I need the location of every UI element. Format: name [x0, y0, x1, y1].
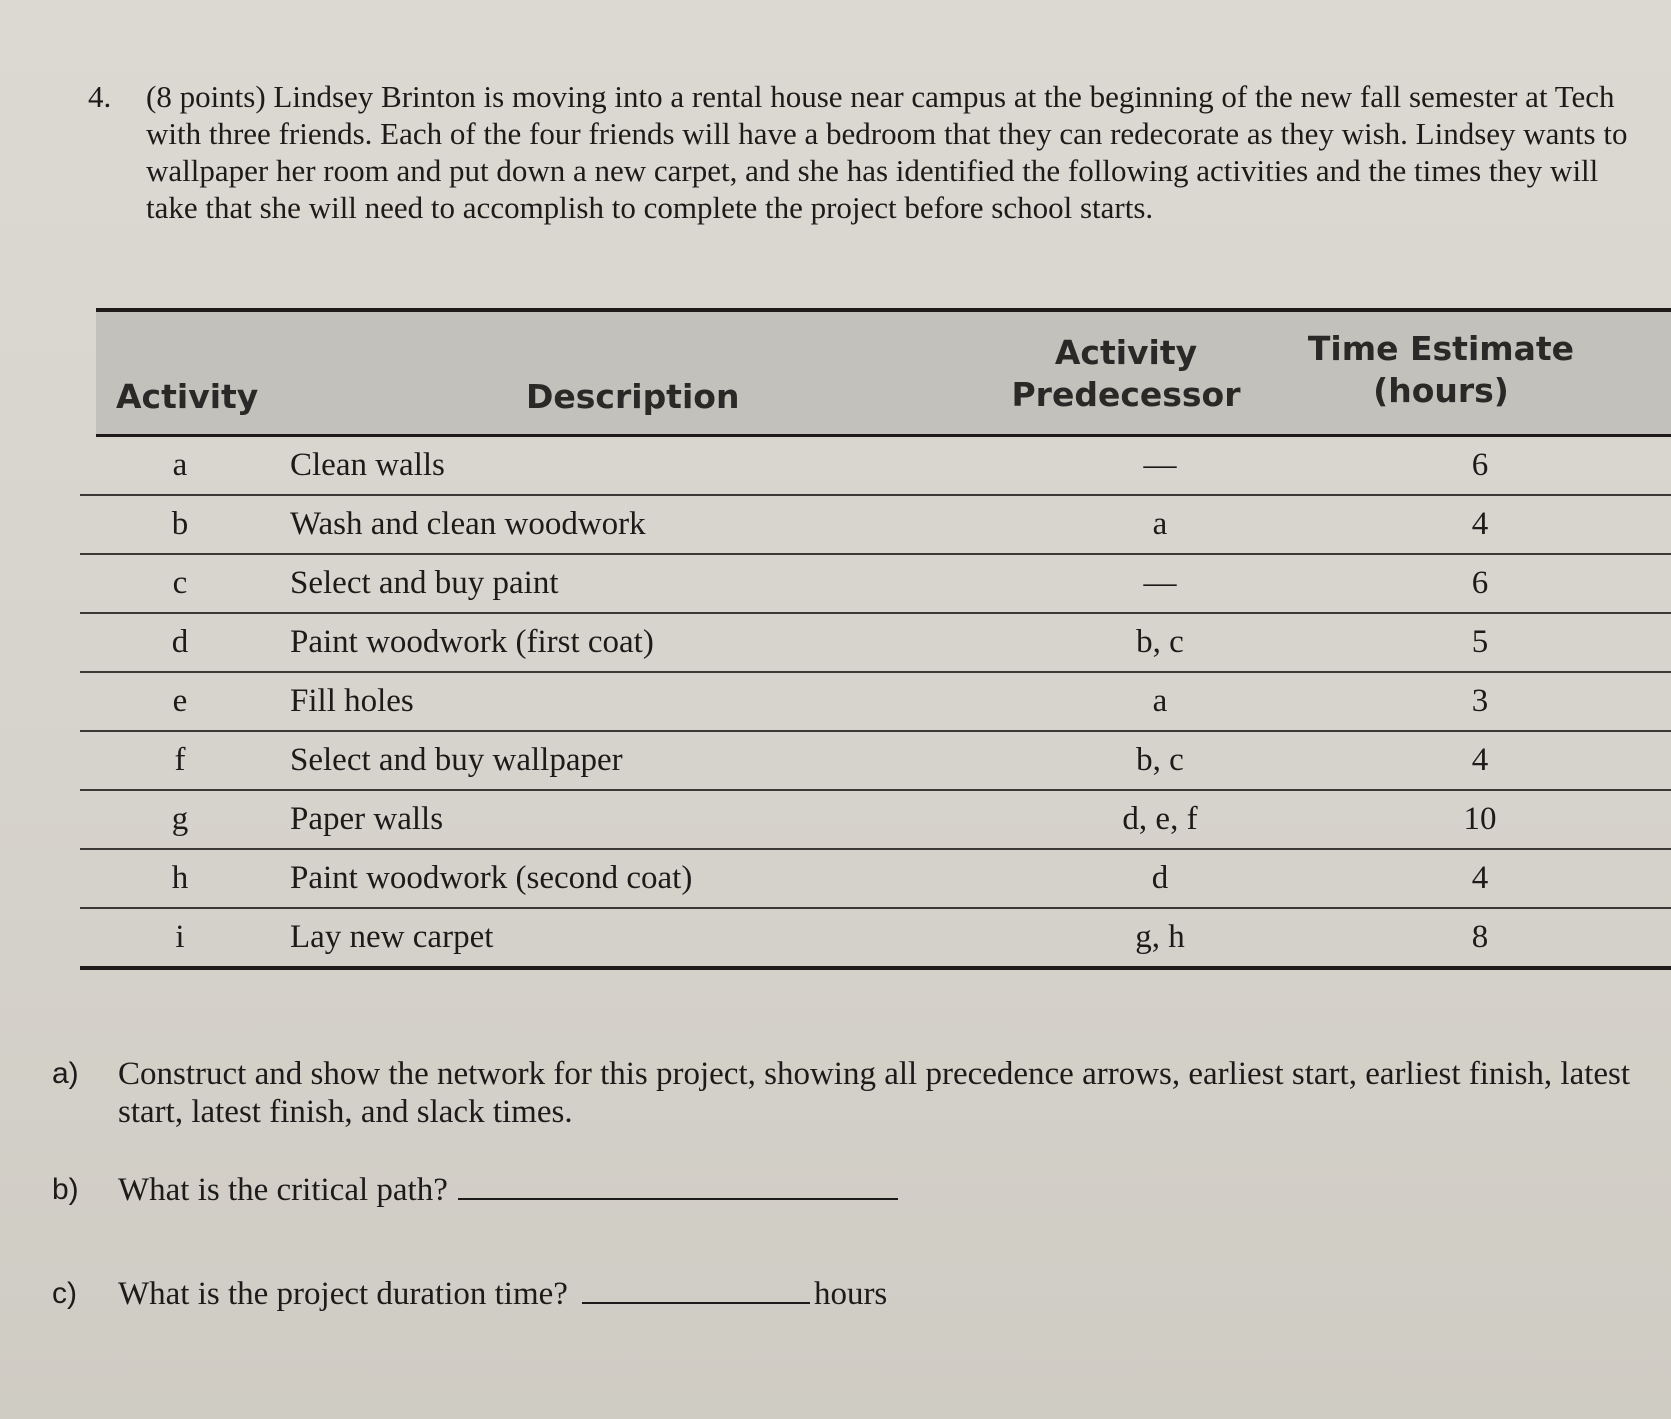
cell-activity: b — [171, 506, 189, 542]
question-a — [52, 1055, 1652, 1131]
header-predecessor-line1: Activity — [1054, 333, 1198, 372]
critical-path-answer-blank[interactable] — [458, 1198, 898, 1200]
cell-predecessor: d — [1151, 860, 1169, 896]
cell-predecessor: b, c — [1136, 742, 1184, 778]
cell-activity: e — [172, 683, 188, 719]
cell-predecessor: — — [1143, 447, 1177, 483]
cell-time: 6 — [1471, 565, 1489, 601]
cell-predecessor: a — [1152, 506, 1168, 542]
table-row — [80, 850, 1671, 909]
cell-description: Paint woodwork (first coat) — [290, 624, 654, 660]
question-b-text: What is the critical path? — [118, 1172, 448, 1208]
cell-predecessor: a — [1152, 683, 1168, 719]
table-row — [80, 496, 1671, 555]
cell-description: Clean walls — [290, 447, 445, 483]
cell-time: 4 — [1471, 506, 1489, 542]
cell-predecessor: g, h — [1135, 919, 1185, 955]
cell-description: Fill holes — [290, 683, 414, 719]
header-time-line2: (hours) — [1373, 371, 1509, 410]
question-c — [52, 1275, 1652, 1313]
question-c-label: c) — [52, 1277, 77, 1310]
problem-number: 4. — [88, 79, 112, 114]
cell-description: Paint woodwork (second coat) — [290, 860, 693, 896]
header-time-line1: Time Estimate — [1307, 329, 1575, 368]
cell-description: Select and buy wallpaper — [290, 742, 623, 778]
cell-activity: c — [172, 565, 188, 601]
header-predecessor — [1006, 332, 1246, 416]
question-c-unit: hours — [813, 1276, 888, 1312]
problem-statement — [88, 78, 1648, 226]
cell-activity: a — [172, 447, 188, 483]
cell-time: 6 — [1471, 447, 1489, 483]
question-b — [52, 1171, 1652, 1209]
cell-description: Wash and clean woodwork — [290, 506, 646, 542]
question-a-text: Construct and show the network for this project, showing all precedence arrows, earliest start, earliest finish, latest start, latest finish, and slack times. — [118, 1056, 1631, 1130]
question-b-label: b) — [52, 1173, 79, 1206]
questions — [52, 1055, 1652, 1347]
cell-predecessor: d, e, f — [1122, 801, 1198, 837]
cell-activity: f — [174, 742, 186, 778]
table-row — [80, 555, 1671, 614]
header-description: Description — [526, 377, 740, 416]
duration-answer-blank[interactable] — [582, 1302, 810, 1304]
question-b-line — [118, 1171, 1652, 1209]
cell-description: Paper walls — [290, 801, 444, 837]
cell-activity: h — [171, 860, 189, 896]
question-c-text: What is the project duration time? — [118, 1276, 568, 1312]
table-row — [80, 732, 1671, 791]
table-row — [80, 791, 1671, 850]
cell-description: Lay new carpet — [290, 919, 494, 955]
cell-description: Select and buy paint — [290, 565, 559, 601]
cell-time: 8 — [1471, 919, 1489, 955]
cell-time: 4 — [1471, 742, 1489, 778]
table-row — [80, 614, 1671, 673]
header-activity: Activity — [116, 377, 259, 416]
cell-predecessor: — — [1143, 565, 1177, 601]
table-row — [80, 437, 1671, 496]
activity-table — [80, 308, 1671, 970]
table-row — [80, 673, 1671, 732]
cell-activity: g — [171, 801, 189, 837]
cell-time: 3 — [1471, 683, 1489, 719]
cell-time: 4 — [1471, 860, 1489, 896]
cell-activity: i — [175, 919, 185, 955]
question-c-line — [118, 1275, 1652, 1313]
cell-activity: d — [171, 624, 189, 660]
table-header — [96, 308, 1671, 437]
cell-predecessor: b, c — [1136, 624, 1184, 660]
table-row — [80, 909, 1671, 970]
problem-text: (8 points) Lindsey Brinton is moving into a rental house near campus at the beginning of the new fall semester at Tech with three friends. Each of the four friends will have a bedroom that they can redecorate as they wish. Lindsey wants to wallpaper her room and put down a new carpet, and she has identified the following activities and the times they will take that she will need to accomplish to complete the project before school starts. — [146, 79, 1628, 225]
question-a-label: a) — [52, 1057, 79, 1090]
cell-time: 5 — [1471, 624, 1489, 660]
cell-time: 10 — [1463, 801, 1497, 837]
header-predecessor-line2: Predecessor — [1011, 375, 1241, 414]
header-time-estimate — [1296, 328, 1586, 412]
